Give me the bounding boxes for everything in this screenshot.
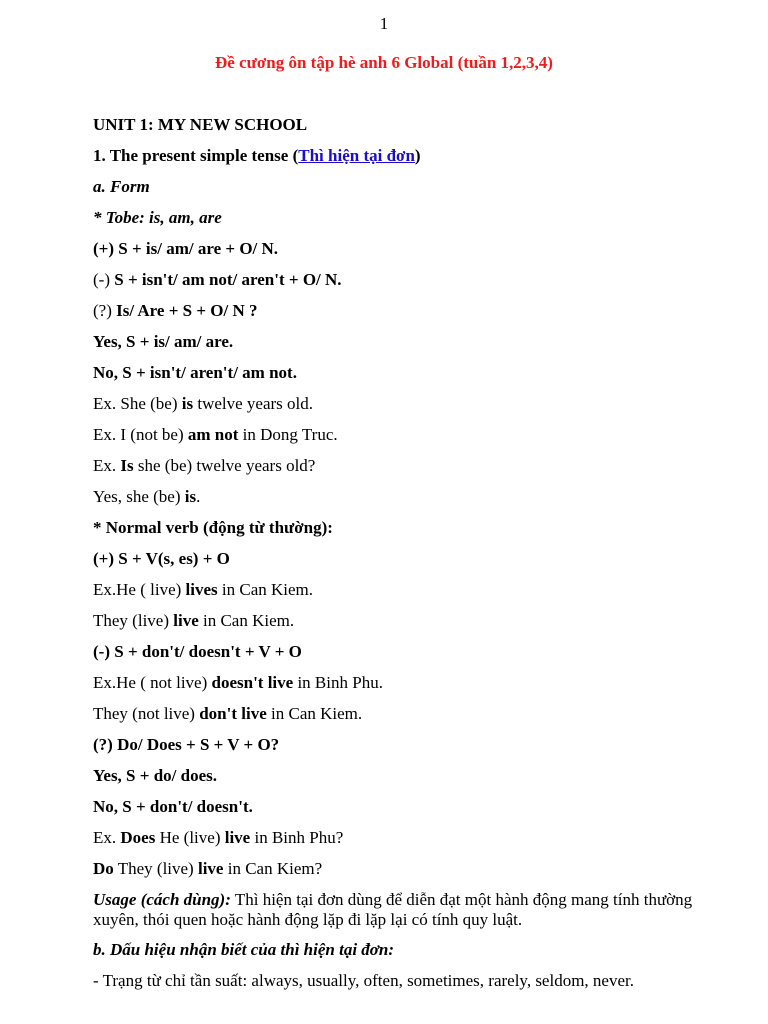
question-sign: (?) [93,301,117,320]
normal-positive-formula: (+) S + V(s, es) + O [93,549,230,568]
example-text: Ex.He ( live) [93,580,186,599]
example-line [93,394,693,414]
tobe-positive-formula: (+) S + is/ am/ are + O/ N. [93,239,279,258]
document-body [93,115,693,1002]
document-title: Đề cương ôn tập hè anh 6 Global (tuần 1,2,3,4) [215,53,553,72]
example-text: Ex.He ( not live) [93,673,212,692]
section-heading-prefix: 1. The present simple tense ( [93,146,299,165]
signs-heading: b. Dấu hiệu nhận biết của thì hiện tại đơn: [93,940,395,959]
example-line [93,611,693,631]
example-answer: Does [120,828,156,847]
tobe-yes-answer: Yes, S + is/ am/ are. [93,332,234,351]
example-line [93,580,693,600]
example-answer: lives [185,580,218,599]
example-line [93,425,693,445]
normal-yes-answer: Yes, S + do/ does. [93,766,217,785]
present-simple-link[interactable]: Thì hiện tại đơn [298,146,415,165]
example-text: They (live) [113,859,198,878]
example-text: twelve years old. [193,394,314,413]
example-line [93,859,693,879]
example-text: in Can Kiem. [217,580,314,599]
usage-label: Usage (cách dùng): [93,890,231,909]
example-answer: Do [93,859,114,878]
example-text: Ex. [93,456,121,475]
example-line [93,828,693,848]
example-text: in Can Kiem. [198,611,295,630]
normal-question-formula: (?) Do/ Does + S + V + O? [93,735,280,754]
example-answer: doesn't live [211,673,294,692]
example-text: . [196,487,201,506]
unit-heading: UNIT 1: MY NEW SCHOOL [93,115,308,134]
example-text: Ex. [93,828,121,847]
page-number: 1 [379,14,389,33]
example-text: she (be) twelve years old? [133,456,316,475]
example-answer: is [184,487,197,506]
question-formula: Is/ Are + S + O/ N ? [116,301,258,320]
normal-no-answer: No, S + don't/ doesn't. [93,797,253,816]
example-text: in Can Kiem. [266,704,363,723]
example-answer: don't live [199,704,267,723]
example-text: in Dong Truc. [238,425,338,444]
usage-paragraph [93,890,693,930]
tobe-negative-formula [93,270,693,290]
usage-text: Thì hiện tại đơn dùng để diễn đạt một hành động mang tính thường xuyên, thói quen hoặc hành động lặp đi lặp lại có tính quy luật. [93,890,693,929]
example-line [93,487,693,507]
frequency-adverbs: - Trạng từ chỉ tần suất: always, usually, often, sometimes, rarely, seldom, never. [93,971,634,990]
example-line [93,704,693,724]
negative-formula: S + isn't/ am not/ aren't + O/ N. [114,270,342,289]
example-text: He (live) [155,828,225,847]
form-heading: a. Form [93,177,150,196]
example-line [93,673,693,693]
section-heading-present-simple [93,146,693,166]
example-text: They (not live) [93,704,200,723]
example-text: Ex. She (be) [93,394,182,413]
example-answer: live [173,611,199,630]
negative-sign: (-) [93,270,115,289]
tobe-no-answer: No, S + isn't/ aren't/ am not. [93,363,297,382]
normal-verb-heading: * Normal verb (động từ thường): [93,518,333,537]
example-answer: Is [120,456,134,475]
example-text: They (live) [93,611,174,630]
example-text: in Can Kiem? [223,859,323,878]
tobe-heading: * Tobe: is, am, are [93,208,222,227]
example-answer: live [197,859,224,878]
example-text: Ex. I (not be) [93,425,188,444]
example-text: Yes, she (be) [93,487,185,506]
example-answer: is [181,394,194,413]
normal-negative-formula: (-) S + don't/ doesn't + V + O [93,642,302,661]
tobe-question-formula [93,301,693,321]
example-text: in Binh Phu? [250,828,344,847]
example-line [93,456,693,476]
example-answer: am not [187,425,239,444]
example-answer: live [224,828,251,847]
example-text: in Binh Phu. [293,673,383,692]
section-heading-suffix: ) [414,146,421,165]
